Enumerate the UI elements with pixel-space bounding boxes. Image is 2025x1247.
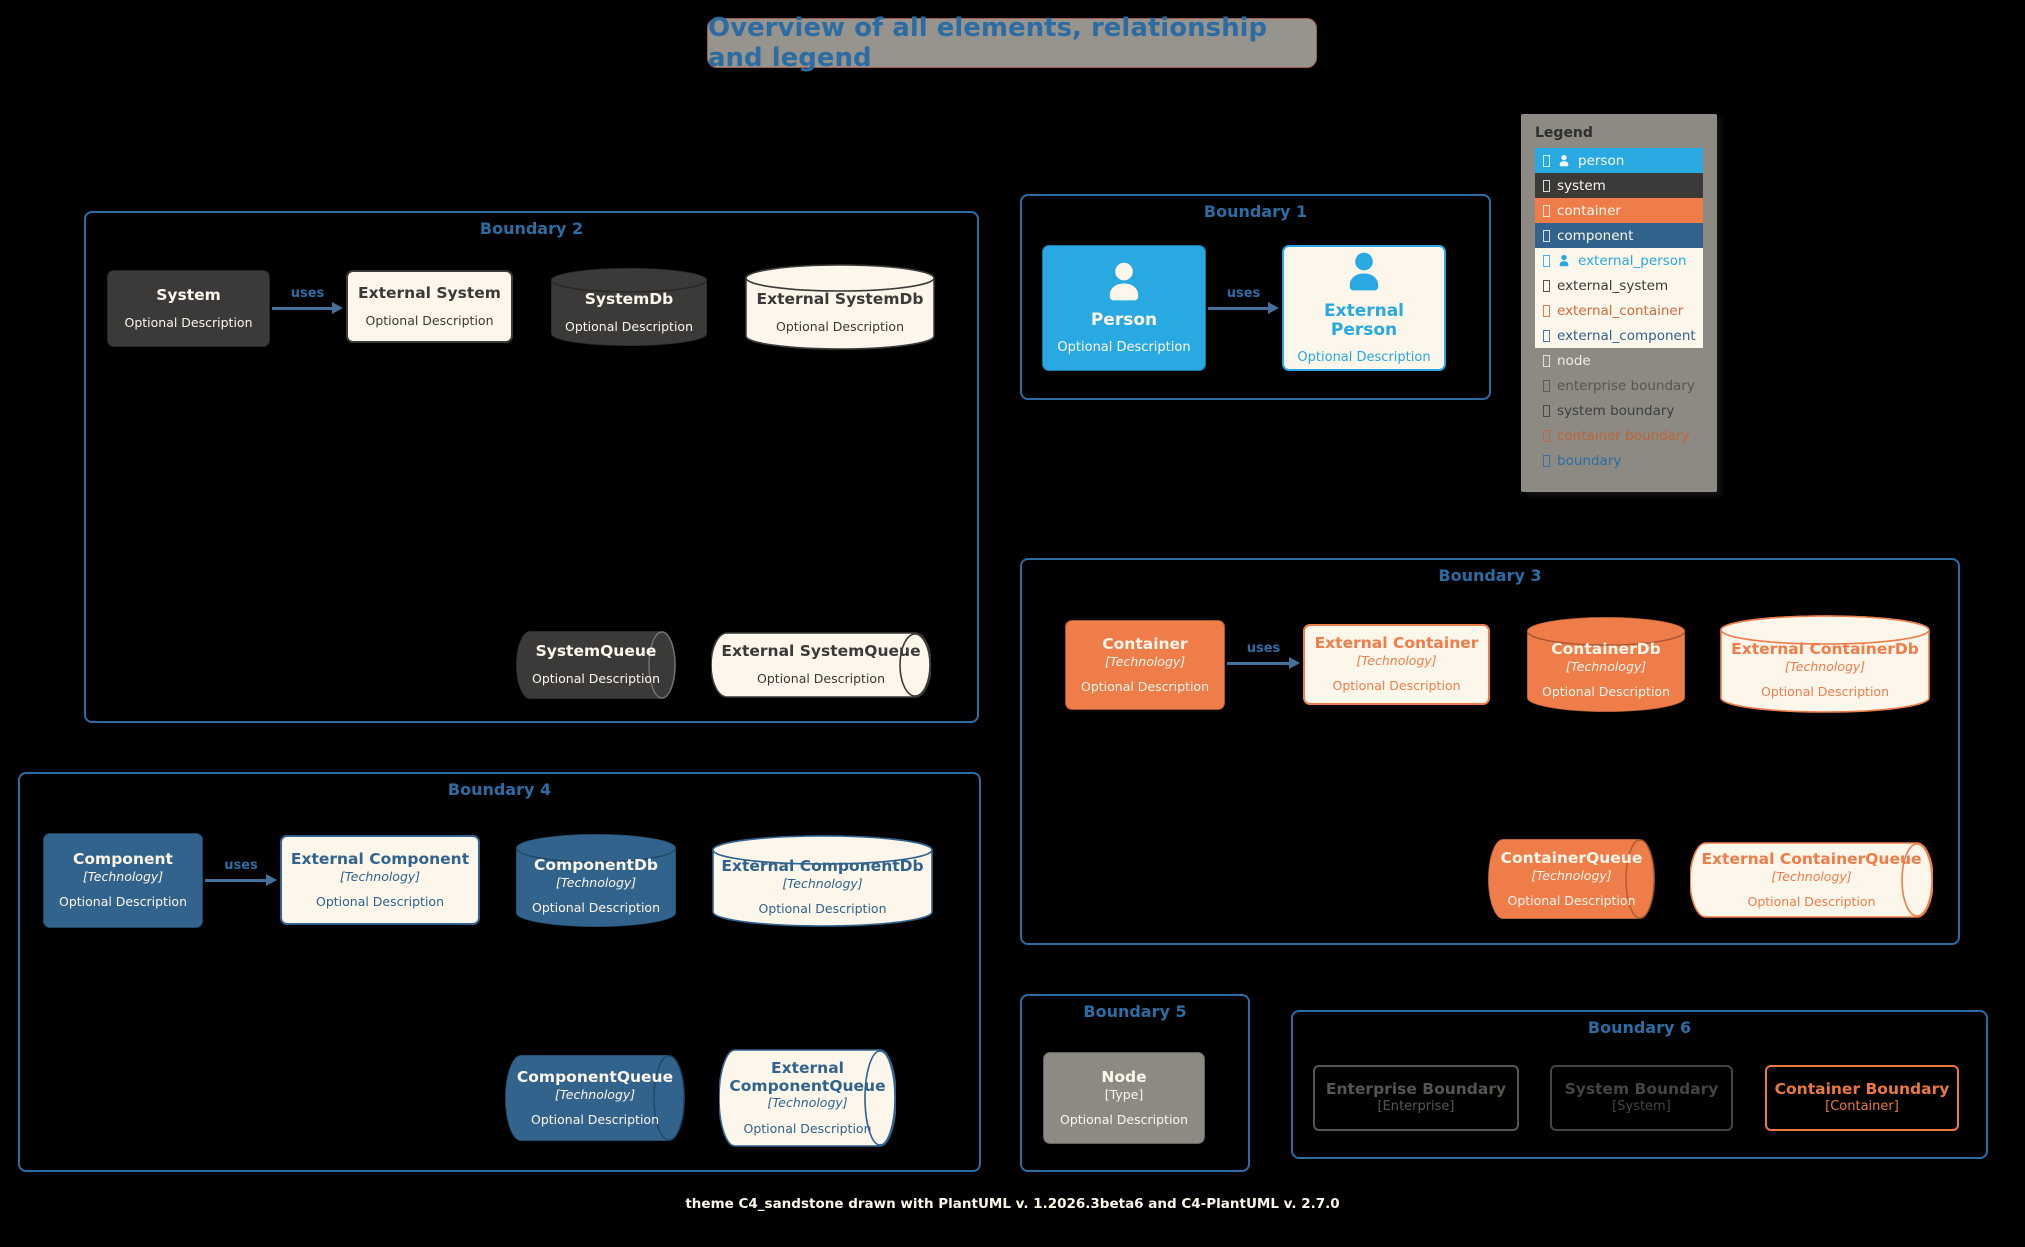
- element-name: ContainerDb: [1551, 640, 1661, 659]
- legend-title: Legend: [1535, 125, 1593, 141]
- boundary-3-label: Boundary 3: [1438, 566, 1542, 585]
- boundary-4-label: Boundary 4: [447, 780, 552, 799]
- element-system: [107, 270, 270, 347]
- person-icon: [1341, 250, 1387, 296]
- element-external-systemdb: [745, 264, 935, 350]
- element-description: Optional Description: [1541, 684, 1670, 700]
- element-description: Optional Description: [365, 312, 494, 328]
- legend-item-person: [1535, 148, 1703, 173]
- element-content: [719, 1060, 896, 1136]
- element-technology: [Technology]: [1771, 868, 1852, 884]
- element-content: [1501, 850, 1643, 909]
- element-name: System Boundary: [1564, 1079, 1719, 1098]
- element-content: [1775, 1081, 1950, 1116]
- element-content: [1057, 260, 1190, 356]
- element-description: Optional Description: [531, 671, 660, 687]
- element-name: External ComponentQueue: [729, 1058, 886, 1095]
- legend-item-system-boundary: [1535, 398, 1703, 423]
- footer-note: theme C4_sandstone drawn with PlantUML v. 1.2026.3beta6 and C4-PlantUML v. 2.7.0: [685, 1196, 1340, 1212]
- element-name: ContainerQueue: [1500, 848, 1643, 867]
- element-technology: [Technology]: [1565, 659, 1647, 675]
- legend-item-external-container: [1535, 298, 1703, 323]
- legend-item-external-system: [1535, 273, 1703, 298]
- element-content: [59, 851, 187, 910]
- element-technology: [Technology]: [555, 875, 637, 891]
- legend-item-label: enterprise boundary: [1557, 377, 1695, 394]
- element-content: [532, 845, 660, 916]
- relationship-arrow-3: [1227, 662, 1291, 665]
- sprite-placeholder-icon: [1543, 155, 1550, 167]
- element-name: External ContainerQueue: [1701, 849, 1922, 868]
- element-description: Optional Description: [1760, 683, 1889, 699]
- legend-item-system: [1535, 173, 1703, 198]
- element-content: [1542, 629, 1670, 700]
- legend-item-label: system boundary: [1557, 402, 1675, 419]
- person-icon: [1557, 154, 1571, 167]
- element-componentqueue: [505, 1054, 685, 1142]
- element-description: Optional Description: [1059, 1111, 1188, 1127]
- element-technology: [System]: [1612, 1099, 1671, 1115]
- element-content: [1326, 1081, 1506, 1116]
- arrowhead-icon: [1268, 302, 1279, 314]
- element-description: Optional Description: [124, 314, 253, 330]
- element-technology: [Type]: [1104, 1086, 1144, 1102]
- sprite-placeholder-icon: [1543, 330, 1550, 342]
- sprite-placeholder-icon: [1543, 180, 1550, 192]
- sprite-placeholder-icon: [1543, 255, 1550, 267]
- element-content: [1565, 1081, 1719, 1116]
- element-name: Enterprise Boundary: [1325, 1079, 1507, 1098]
- element-technology: [Container]: [1825, 1099, 1899, 1115]
- sprite-placeholder-icon: [1543, 355, 1550, 367]
- element-external-componentdb: [712, 835, 933, 927]
- element-name: ComponentQueue: [516, 1067, 674, 1086]
- element-name: External Container: [1314, 634, 1479, 653]
- legend: [1521, 114, 1717, 492]
- diagram-title: Overview of all elements, relationship and legend: [707, 18, 1317, 68]
- element-description: Optional Description: [756, 671, 885, 687]
- element-name: Person: [1090, 310, 1158, 331]
- element-external-containerqueue: [1690, 842, 1933, 918]
- element-node: [1043, 1052, 1205, 1144]
- element-componentdb: [515, 833, 677, 928]
- element-external-system: [346, 270, 513, 343]
- legend-item-boundary: [1535, 448, 1703, 473]
- element-external-component: [280, 835, 480, 925]
- element-technology: [Technology]: [767, 1095, 848, 1111]
- person-icon: [1557, 254, 1571, 267]
- element-external-person: [1282, 245, 1446, 371]
- element-description: Optional Description: [315, 893, 444, 909]
- element-description: Optional Description: [758, 900, 887, 916]
- sprite-placeholder-icon: [1543, 380, 1550, 392]
- element-name: SystemQueue: [535, 642, 657, 661]
- element-technology: [Technology]: [1531, 867, 1612, 883]
- legend-item-label: boundary: [1557, 452, 1622, 469]
- element-external-systemqueue: [711, 632, 931, 698]
- legend-item-label: node: [1557, 352, 1591, 369]
- element-description: Optional Description: [1297, 349, 1431, 365]
- element-name: Container: [1102, 634, 1188, 653]
- element-container-boundary: [1765, 1065, 1959, 1131]
- relationship-label: uses: [1226, 286, 1261, 301]
- sprite-placeholder-icon: [1543, 455, 1550, 467]
- boundary-1-label: Boundary 1: [1203, 202, 1308, 221]
- element-content: [124, 287, 252, 330]
- relationship-label: uses: [224, 858, 258, 873]
- element-content: [1081, 636, 1209, 695]
- element-description: Optional Description: [531, 900, 660, 916]
- element-content: [757, 279, 924, 334]
- element-description: Optional Description: [1332, 678, 1461, 694]
- element-technology: [Technology]: [1104, 653, 1186, 669]
- element-name: External System: [358, 283, 501, 302]
- element-external-componentqueue: [719, 1049, 896, 1147]
- element-description: Optional Description: [775, 319, 904, 335]
- element-name: External ContainerDb: [1731, 639, 1919, 658]
- arrowhead-icon: [1289, 657, 1300, 669]
- legend-item-label: external_component: [1557, 327, 1696, 344]
- element-technology: [Enterprise]: [1377, 1099, 1455, 1115]
- element-content: [291, 851, 469, 910]
- element-description: Optional Description: [564, 319, 693, 335]
- relationship-arrow-4: [205, 879, 268, 882]
- element-external-containerdb: [1720, 615, 1930, 713]
- element-system-boundary: [1550, 1065, 1733, 1131]
- element-containerdb: [1526, 616, 1686, 713]
- element-content: [517, 1069, 673, 1128]
- element-name: External Component: [290, 849, 470, 868]
- element-enterprise-boundary: [1313, 1065, 1519, 1131]
- legend-item-label: external_system: [1557, 277, 1669, 294]
- person-icon: [1557, 254, 1571, 267]
- person-icon: [1101, 260, 1147, 306]
- element-content: [1731, 629, 1919, 700]
- element-component: [43, 833, 203, 928]
- element-content: [358, 285, 501, 328]
- element-systemdb: [550, 267, 708, 347]
- element-content: [721, 846, 923, 917]
- element-description: Optional Description: [1747, 893, 1876, 909]
- element-name: Node: [1101, 1067, 1147, 1086]
- boundary-5-label: Boundary 5: [1083, 1002, 1187, 1021]
- legend-item-label: external_container: [1557, 302, 1684, 319]
- relationship-arrow-2: [1208, 307, 1270, 310]
- element-content: [1701, 851, 1921, 910]
- element-name: SystemDb: [584, 290, 674, 309]
- element-content: [1315, 635, 1479, 694]
- element-containerqueue: [1488, 838, 1655, 920]
- person-icon: [1557, 154, 1571, 167]
- relationship-arrow-1: [272, 307, 334, 310]
- relationship-label: uses: [290, 286, 325, 301]
- element-name: External SystemQueue: [721, 642, 921, 661]
- legend-item-label: person: [1578, 152, 1625, 169]
- legend-item-component: [1535, 223, 1703, 248]
- element-content: [721, 643, 920, 686]
- sprite-placeholder-icon: [1543, 230, 1550, 242]
- arrowhead-icon: [266, 874, 277, 886]
- legend-item-label: container: [1557, 202, 1621, 219]
- element-content: [1290, 250, 1438, 365]
- element-description: Optional Description: [58, 894, 187, 910]
- element-description: Optional Description: [530, 1111, 659, 1127]
- legend-item-container: [1535, 198, 1703, 223]
- relationship-label: uses: [1246, 641, 1281, 656]
- legend-item-external-component: [1535, 323, 1703, 348]
- element-technology: [Technology]: [339, 868, 421, 884]
- element-technology: [Technology]: [782, 875, 863, 891]
- sprite-placeholder-icon: [1543, 405, 1550, 417]
- element-technology: [Technology]: [554, 1086, 636, 1102]
- element-external-container: [1303, 624, 1490, 705]
- element-technology: [Technology]: [1784, 658, 1866, 674]
- person-icon: [1101, 260, 1147, 302]
- element-technology: [Technology]: [82, 869, 164, 885]
- boundary-6-label: Boundary 6: [1587, 1018, 1692, 1037]
- element-name: External SystemDb: [756, 290, 924, 309]
- element-description: Optional Description: [1057, 339, 1191, 355]
- legend-item-container-boundary: [1535, 423, 1703, 448]
- element-name: External Person: [1323, 300, 1405, 341]
- sprite-placeholder-icon: [1543, 280, 1550, 292]
- sprite-placeholder-icon: [1543, 305, 1550, 317]
- element-systemqueue: [516, 630, 676, 700]
- legend-item-label: component: [1557, 227, 1634, 244]
- legend-item-label: container boundary: [1557, 427, 1690, 444]
- element-name: External ComponentDb: [721, 856, 924, 875]
- element-description: Optional Description: [1507, 892, 1636, 908]
- boundary-2-label: Boundary 2: [479, 219, 584, 238]
- legend-item-label: external_person: [1578, 252, 1687, 269]
- element-description: Optional Description: [1080, 678, 1209, 694]
- element-name: Component: [73, 850, 173, 869]
- element-technology: [Technology]: [1356, 653, 1437, 669]
- element-person: [1042, 245, 1206, 371]
- element-content: [565, 279, 693, 334]
- legend-item-enterprise-boundary: [1535, 373, 1703, 398]
- element-name: System: [156, 285, 221, 304]
- sprite-placeholder-icon: [1543, 205, 1550, 217]
- legend-item-external-person: [1535, 248, 1703, 273]
- sprite-placeholder-icon: [1543, 430, 1550, 442]
- element-content: [1060, 1069, 1188, 1128]
- person-icon: [1341, 250, 1387, 292]
- element-content: [532, 643, 660, 686]
- legend-item-label: system: [1557, 177, 1606, 194]
- element-container: [1065, 620, 1225, 710]
- element-description: Optional Description: [743, 1120, 872, 1136]
- element-name: ComponentDb: [534, 856, 658, 875]
- arrowhead-icon: [332, 302, 343, 314]
- legend-item-node: [1535, 348, 1703, 373]
- element-name: Container Boundary: [1774, 1079, 1950, 1098]
